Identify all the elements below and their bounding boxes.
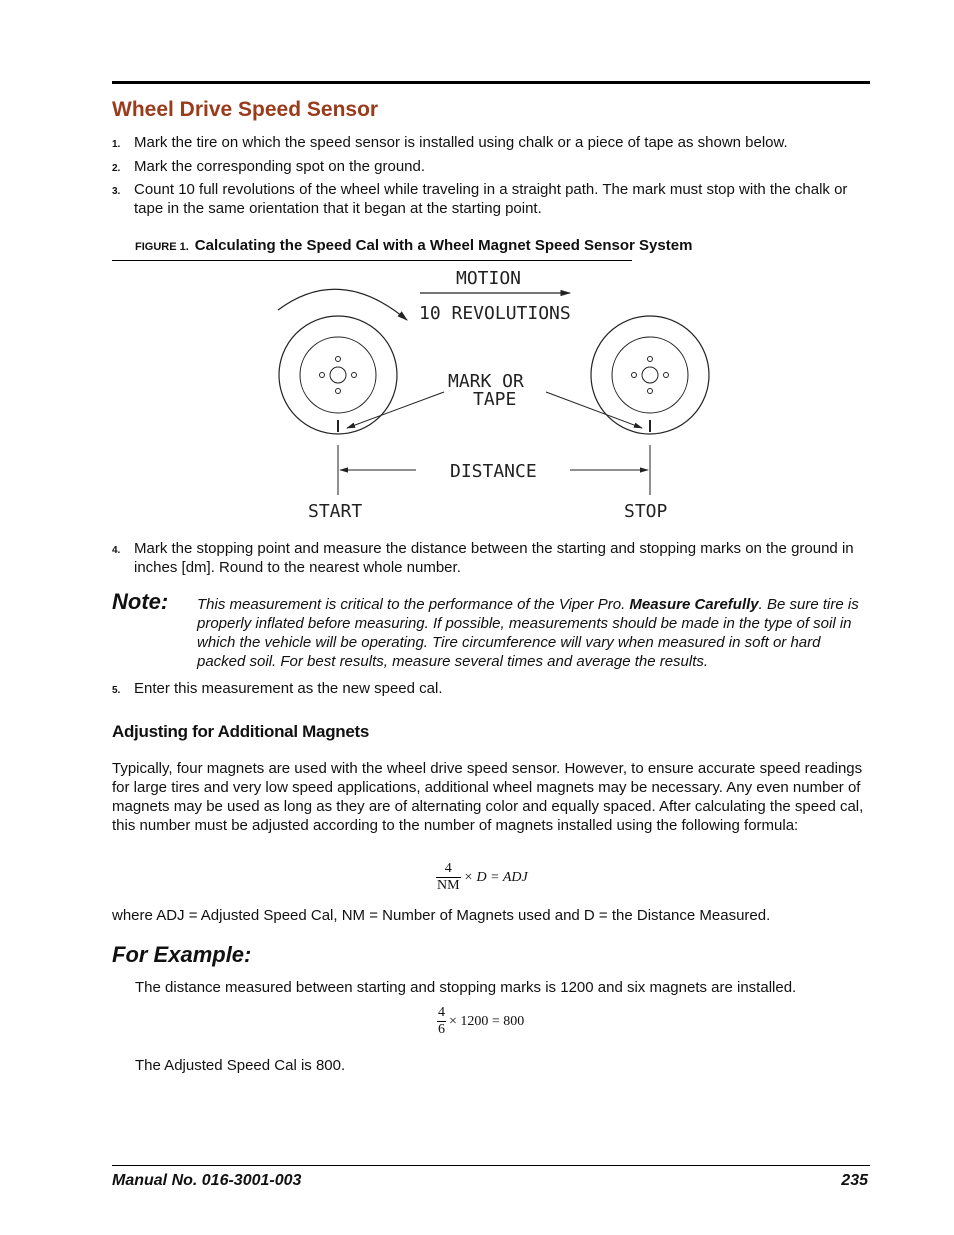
figure-caption-text: Calculating the Speed Cal with a Wheel Magnet Speed Sensor System	[194, 237, 693, 254]
formula-rest: × D = ADJ	[463, 869, 528, 885]
step-text: Mark the stopping point and measure the distance between the starting and stopping marks on the ground in inches [dm]. Round to the nearest whole number.	[134, 540, 854, 576]
step-text: Enter this measurement as the new speed cal.	[134, 680, 443, 697]
mark-pointer-left	[347, 392, 444, 428]
mark-label-line1: MARK OR	[448, 371, 524, 392]
revolutions-label: 10 REVOLUTIONS	[419, 303, 571, 324]
stop-wheel	[591, 316, 709, 434]
formula-definition: where ADJ = Adjusted Speed Cal, NM = Number of Magnets used and D = the Distance Measured.	[112, 907, 771, 924]
mark-label-line2: TAPE	[473, 389, 517, 410]
speed-cal-diagram	[270, 262, 720, 527]
step-number: 2.	[112, 163, 121, 174]
rotation-arrow	[278, 289, 407, 320]
step-number: 1.	[112, 139, 121, 150]
step-2	[112, 157, 872, 176]
formula-fraction: $\frac{4}{NM}$	[437, 861, 460, 893]
figure-rule	[112, 260, 632, 261]
example-result: The Adjusted Speed Cal is 800.	[135, 1057, 346, 1074]
formula-fraction: $\frac{4}{6}$	[438, 1005, 445, 1037]
footer-page-number: 235	[841, 1172, 868, 1189]
step-5	[112, 679, 872, 698]
formula-rest: × 1200 = 800	[449, 1013, 525, 1029]
step-1	[112, 133, 872, 152]
example-formula	[437, 1005, 524, 1038]
adjusting-formula	[436, 861, 528, 894]
figure-caption	[135, 237, 692, 254]
distance-label: DISTANCE	[450, 461, 537, 482]
figure-label: FIGURE 1.	[135, 241, 189, 253]
adjusting-heading: Adjusting for Additional Magnets	[112, 722, 370, 741]
note-label: Note:	[112, 589, 169, 614]
top-rule	[112, 81, 870, 84]
step-4	[112, 539, 872, 577]
adjusting-paragraph: Typically, four magnets are used with the wheel drive speed sensor. However, to ensure accurate speed readings for large tires and very low speed applications, additional wheel magnets may be necessary. Any even number of magnets may be used as long as they are of alternating color and equally spaced. After calculating the speed cal, this number must be adjusted according to the number of magnets installed using the following formula:	[112, 760, 864, 834]
note-text: This measurement is critical to the performance of the Viper Pro. Measure Carefully. Be sure tire is properly inflated before measuring. If possible, measurements should be made in the type of soil in which the vehicle will be operating. Tire circumference will vary when measured in soft or hard packed soil. For best results, measure several times and average the results.	[197, 596, 859, 670]
note-emphasis: Measure Carefully	[629, 596, 759, 613]
step-text: Mark the tire on which the speed sensor is installed using chalk or a piece of tape as shown below.	[134, 134, 788, 151]
step-number: 4.	[112, 545, 121, 556]
footer-rule	[112, 1165, 870, 1166]
step-text: Mark the corresponding spot on the ground.	[134, 158, 426, 175]
step-3	[112, 180, 872, 218]
footer-manual-number: Manual No. 016-3001-003	[112, 1172, 302, 1189]
example-title: For Example:	[112, 942, 252, 967]
stop-label: STOP	[624, 501, 668, 522]
section-title: Wheel Drive Speed Sensor	[112, 98, 379, 121]
motion-label: MOTION	[456, 268, 522, 289]
example-text: The distance measured between starting and stopping marks is 1200 and six magnets are installed.	[135, 979, 797, 996]
mark-pointer-right	[546, 392, 642, 428]
step-text: Count 10 full revolutions of the wheel while traveling in a straight path. The mark must stop with the chalk or tape in the same orientation that it began at the starting point.	[134, 181, 848, 217]
start-label: START	[308, 501, 363, 522]
step-number: 3.	[112, 186, 121, 197]
step-number: 5.	[112, 685, 121, 696]
